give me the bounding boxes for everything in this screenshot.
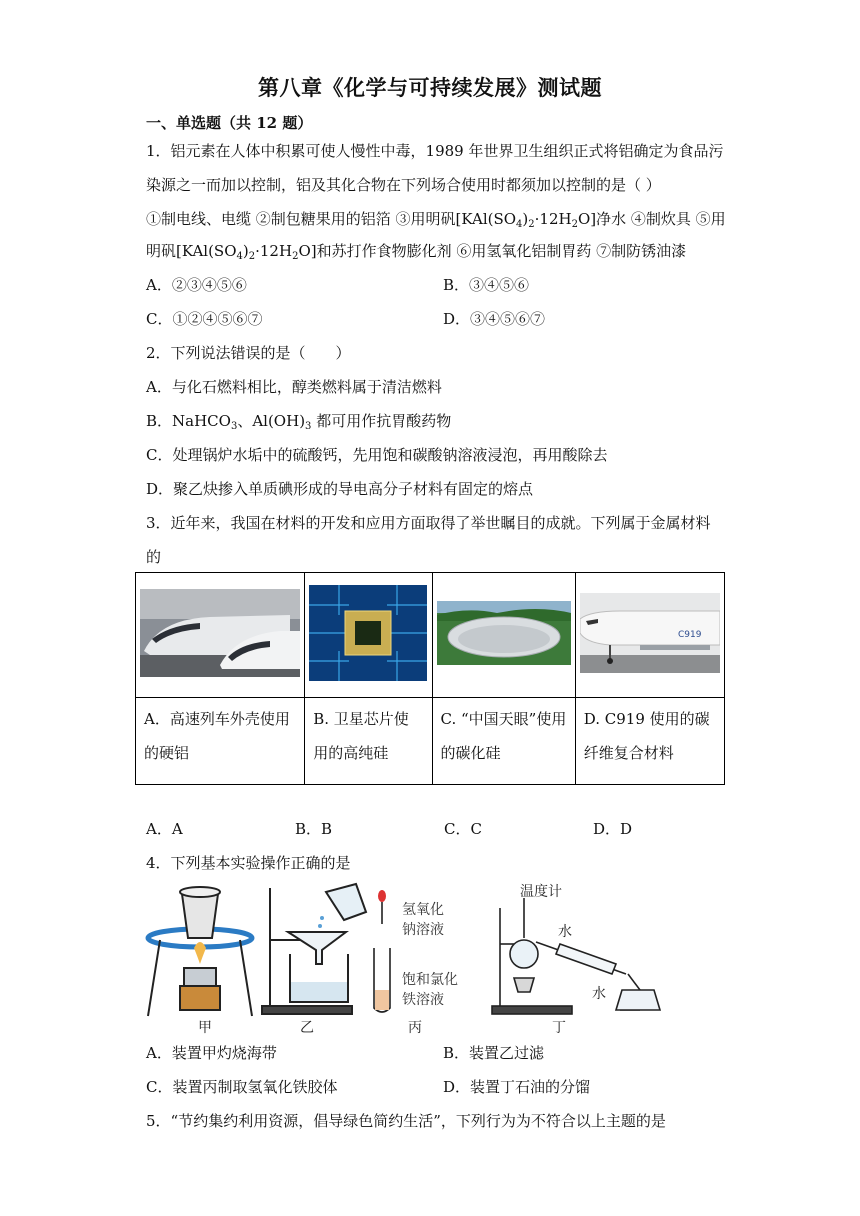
- q3-stem-line2: 的: [146, 548, 162, 566]
- q1-option-b: B．③④⑤⑥: [443, 276, 530, 294]
- apparatus-jia: [148, 887, 252, 1016]
- telescope-photo-cell: [432, 573, 575, 698]
- label-fecl3-2: 铁溶液: [402, 992, 444, 1008]
- q1-stem-line4: 明矾$[KAl(SO_4)_2\cdot 12H_2O]$和苏打作食物膨化剂 ⑥用氢氧化铝制胃药 ⑦制防锈油漆: [146, 242, 687, 262]
- q4-option-a: A．装置甲灼烧海带: [146, 1044, 277, 1062]
- label-fecl3-1: 饱和氯化: [402, 972, 458, 988]
- q4-option-b: B．装置乙过滤: [443, 1044, 545, 1062]
- q1-option-c: C．①②④⑤⑥⑦: [146, 310, 263, 328]
- q2-option-b: B．NaHCO$_3$、$Al(OH)_3$ 都可用作抗胃酸药物: [146, 412, 452, 432]
- q3-cell-a: A．高速列车外壳使用的硬铝: [136, 698, 305, 785]
- q4-option-d: D．装置丁石油的分馏: [443, 1078, 591, 1096]
- label-jia: 甲: [198, 1020, 212, 1036]
- section-heading: 一、单选题（共 12 题）: [146, 114, 313, 132]
- label-thermometer: 温度计: [520, 884, 562, 900]
- label-water-in: 水: [558, 924, 572, 940]
- q4-option-c: C．装置丙制取氢氧化铁胶体: [146, 1078, 338, 1096]
- c919-plane-image: [580, 593, 720, 673]
- q4-stem: 4．下列基本实验操作正确的是: [146, 854, 351, 872]
- apparatus-ding: [492, 898, 660, 1014]
- q1-stem-line3: ①制电线、电缆 ②制包糖果用的铝箔 ③用明矾$[KAl(SO_4)_2\cdot 12H_2O]$净水 ④制炊具 ⑤用: [146, 210, 726, 230]
- chip-photo-cell: [305, 573, 432, 698]
- q1-option-d: D．③④⑤⑥⑦: [443, 310, 546, 328]
- q3-cell-b: B. 卫星芯片使用的高纯硅: [305, 698, 432, 785]
- high-speed-train-image: [140, 589, 300, 677]
- china-sky-eye-image: [437, 601, 571, 665]
- apparatus-bing: [374, 890, 390, 1012]
- q2-option-d: D．聚乙炔掺入单质碘形成的导电高分子材料有固定的熔点: [146, 480, 534, 498]
- q3-cell-c: C. “中国天眼”使用的碳化硅: [432, 698, 575, 785]
- q3-cell-d: D. C919 使用的碳纤维复合材料: [575, 698, 724, 785]
- q3-option-c: C．C: [444, 820, 482, 838]
- q1-stem-line2: 染源之一而加以控制，铝及其化合物在下列场合使用时都须加以控制的是（ ）: [146, 176, 661, 194]
- q2-option-a: A．与化石燃料相比，醇类燃料属于清洁燃料: [146, 378, 442, 396]
- q1-option-a: A．②③④⑤⑥: [146, 276, 247, 294]
- q1-stem-line1: 1．铝元素在人体中积累可使人慢性中毒，1989 年世界卫生组织正式将铝确定为食品污: [146, 142, 724, 160]
- plane-livery-text: C919: [677, 630, 702, 640]
- label-naoh-2: 钠溶液: [402, 922, 444, 938]
- q3-option-d: D．D: [593, 820, 633, 838]
- q3-stem-line1: 3．近年来，我国在材料的开发和应用方面取得了举世瞩目的成就。下列属于金属材料: [146, 514, 711, 532]
- label-water-out: 水: [592, 986, 606, 1002]
- q4-apparatus-figure: [140, 878, 670, 1040]
- label-yi: 乙: [300, 1020, 314, 1036]
- apparatus-yi: [262, 884, 366, 1014]
- q3-option-b: B．B: [295, 820, 333, 838]
- q5-stem: 5．“节约集约利用资源，倡导绿色简约生活”，下列行为为不符合以上主题的是: [146, 1112, 666, 1130]
- q2-option-c: C．处理锅炉水垢中的硫酸钙，先用饱和碳酸钠溶液浸泡，再用酸除去: [146, 446, 608, 464]
- q2-stem: 2．下列说法错误的是（ ）: [146, 344, 351, 362]
- label-ding: 丁: [552, 1020, 566, 1036]
- q3-option-a: A．A: [146, 820, 183, 838]
- train-photo-cell: [136, 573, 305, 698]
- plane-photo-cell: [575, 573, 724, 698]
- satellite-chip-image: [309, 585, 427, 681]
- label-bing: 丙: [408, 1020, 422, 1036]
- label-naoh-1: 氢氧化: [402, 902, 444, 918]
- page-title: 第八章《化学与可持续发展》测试题: [258, 75, 602, 100]
- q3-material-table: [135, 572, 725, 785]
